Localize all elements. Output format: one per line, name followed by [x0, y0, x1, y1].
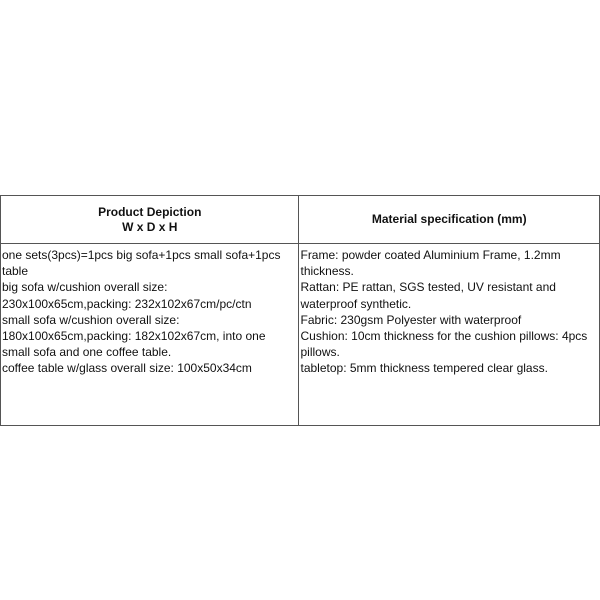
material-line-frame: Frame: powder coated Aluminium Frame, 1.2mm thickness.	[300, 248, 561, 279]
product-depiction-title: Product Depiction	[98, 204, 202, 219]
product-depiction-header	[1, 196, 299, 244]
product-depiction-cell	[1, 244, 299, 426]
spec-table	[0, 195, 600, 426]
material-line-fabric: Fabric: 230gsm Polyester with waterproof	[300, 312, 522, 327]
product-line-coffee-table: coffee table w/glass overall size: 100x50x34cm	[2, 361, 252, 376]
product-line-big-sofa: big sofa w/cushion overall size: 230x100x65cm,packing: 232x102x67cm/pc/ctn	[2, 280, 252, 311]
material-specification-header: Material specification (mm)	[299, 196, 600, 244]
material-line-tabletop: tabletop: 5mm thickness tempered clear glass.	[300, 361, 548, 376]
product-line-small-sofa: small sofa w/cushion overall size: 180x100x65cm,packing: 182x102x67cm, into one small sofa and one coffee table.	[2, 312, 266, 360]
material-specification-cell	[299, 244, 600, 426]
product-line-set: one sets(3pcs)=1pcs big sofa+1pcs small sofa+1pcs table	[2, 248, 281, 279]
material-line-cushion: Cushion: 10cm thickness for the cushion pillows: 4pcs pillows.	[300, 329, 588, 360]
material-line-rattan: Rattan: PE rattan, SGS tested, UV resistant and waterproof synthetic.	[300, 280, 556, 311]
table-header-row	[1, 196, 600, 244]
dimension-format-label: W x D x H	[122, 219, 178, 234]
table-row	[1, 244, 600, 426]
